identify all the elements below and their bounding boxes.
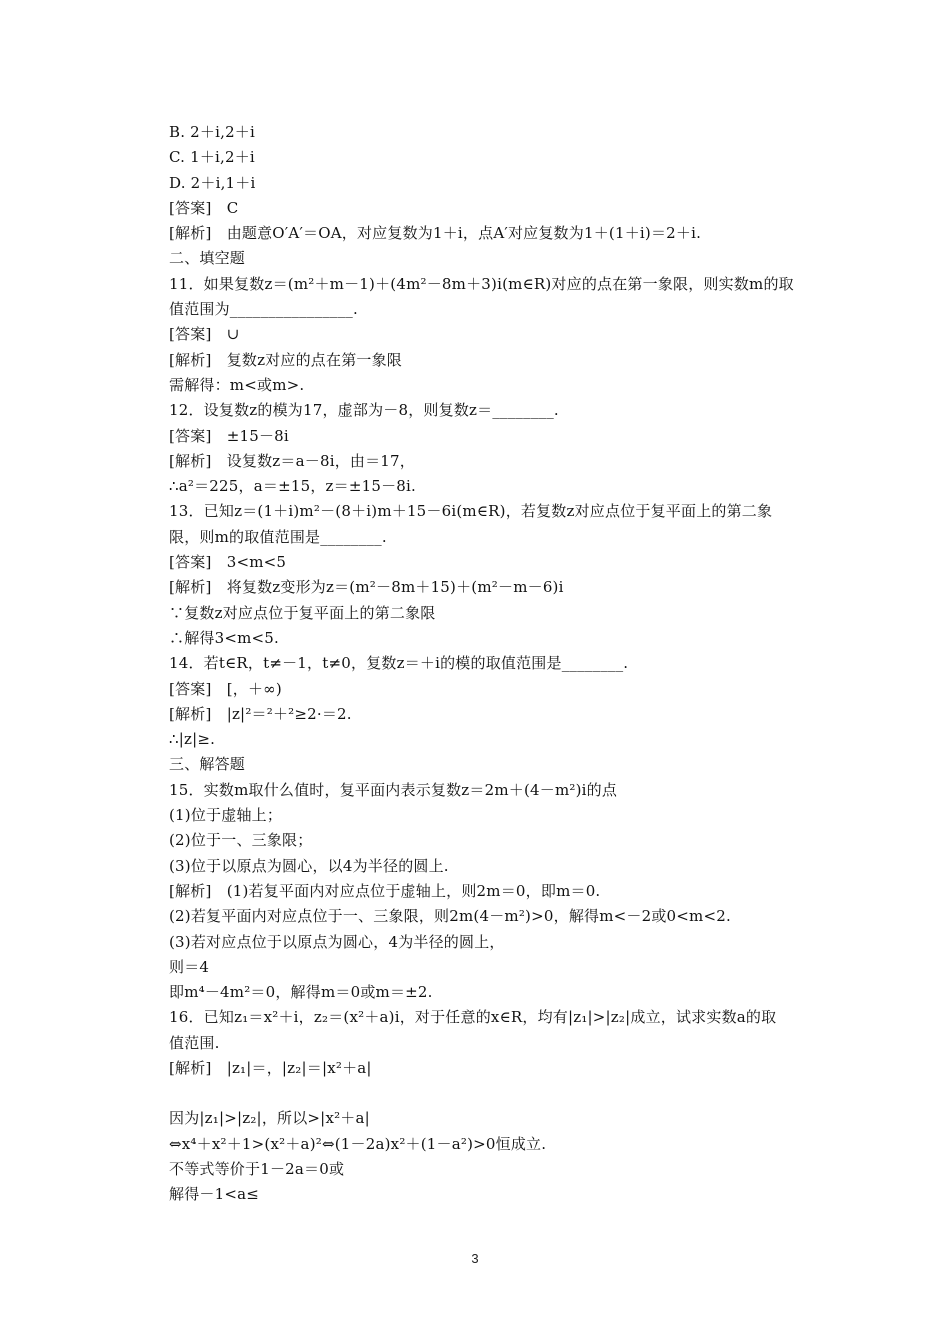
analysis-16-cont-1: 因为|z₁|>|z₂|，所以>|x²＋a| [169, 1109, 370, 1128]
analysis-16-cont-4: 解得－1<a≤ [169, 1185, 260, 1204]
question-11-line-1: 11．如果复数z＝(m²＋m－1)＋(4m²－8m＋3)i(m∈R)对应的点在第一象限，则实数m的取 [169, 274, 794, 293]
question-15: 15．实数m取什么值时，复平面内表示复数z＝2m＋(4－m²)i的点 [169, 780, 618, 799]
question-15-part-3: (3)位于以原点为圆心，以4为半径的圆上. [169, 856, 449, 875]
page-content [169, 120, 829, 1207]
analysis-11: [解析] 复数z对应的点在第一象限 [169, 350, 403, 369]
question-13-line-2: 限，则m的取值范围是________. [169, 527, 387, 546]
analysis-13-cont-1: ∵复数z对应点位于复平面上的第二象限 [169, 603, 436, 622]
answer-10: [答案] C [169, 198, 239, 217]
analysis-16: [解析] |z₁|＝，|z₂|＝|x²＋a| [169, 1058, 372, 1077]
option-d: D. 2＋i,1＋i [169, 173, 256, 192]
answer-13: [答案] 3<m<5 [169, 553, 287, 572]
blank-line [169, 1081, 829, 1106]
section-solution-heading: 三、解答题 [169, 755, 246, 774]
analysis-15-cont-2: 即m⁴－4m²＝0，解得m＝0或m＝±2. [169, 983, 433, 1002]
question-12: 12．设复数z的模为17，虚部为－8，则复数z＝________. [169, 401, 559, 420]
analysis-16-cont-2: ⇔x⁴＋x²＋1>(x²＋a)²⇔(1－2a)x²＋(1－a²)>0恒成立. [169, 1134, 547, 1153]
analysis-13: [解析] 将复数z变形为z＝(m²－8m＋15)＋(m²－m－6)i [169, 578, 564, 597]
analysis-10: [解析] 由题意O′A′＝OA，对应复数为1＋i，点A′对应复数为1＋(1＋i)＝2＋i. [169, 224, 702, 243]
option-c: C. 1＋i,2＋i [169, 148, 255, 167]
question-16-line-2: 值范围. [169, 1033, 220, 1052]
analysis-15-part-3: (3)若对应点位于以原点为圆心，4为半径的圆上， [169, 932, 505, 951]
question-11-line-2: 值范围为________________. [169, 300, 358, 319]
answer-12: [答案] ±15－8i [169, 426, 289, 445]
question-15-part-1: (1)位于虚轴上； [169, 806, 283, 825]
analysis-11-cont: 需解得：m<或m>. [169, 375, 305, 394]
section-fill-in-heading: 二、填空题 [169, 249, 246, 268]
analysis-15-part-1: [解析] (1)若复平面内对应点位于虚轴上，则2m＝0，即m＝0. [169, 881, 601, 900]
answer-14: [答案] [，＋∞) [169, 679, 282, 698]
answer-11: [答案] ∪ [169, 325, 240, 344]
page-number: 3 [471, 1251, 479, 1266]
question-16-line-1: 16．已知z₁＝x²＋i，z₂＝(x²＋a)i，对于任意的x∈R，均有|z₁|>|z₂|成立，试求实数a的取 [169, 1008, 777, 1027]
question-13-line-1: 13．已知z＝(1＋i)m²－(8＋i)m＋15－6i(m∈R)，若复数z对应点位于复平面上的第二象 [169, 502, 773, 521]
analysis-12-cont: ∴a²＝225，a＝±15，z＝±15－8i. [169, 477, 416, 496]
analysis-15-part-2: (2)若复平面内对应点位于一、三象限，则2m(4－m²)>0，解得m<－2或0<m<2. [169, 907, 731, 926]
option-b: B. 2＋i,2＋i [169, 123, 256, 141]
analysis-16-cont-3: 不等式等价于1－2a＝0或 [169, 1159, 345, 1178]
analysis-14-cont: ∴|z|≥. [169, 730, 216, 749]
analysis-14: [解析] |z|²＝²＋²≥2·＝2. [169, 704, 352, 723]
analysis-12: [解析] 设复数z＝a－8i，由＝17， [169, 451, 415, 470]
question-14: 14．若t∈R，t≠－1，t≠0，复数z＝＋i的模的取值范围是________. [169, 654, 629, 673]
question-15-part-2: (2)位于一、三象限； [169, 831, 313, 850]
analysis-13-cont-2: ∴解得3<m<5. [169, 628, 280, 647]
analysis-15-cont-1: 则＝4 [169, 957, 210, 976]
